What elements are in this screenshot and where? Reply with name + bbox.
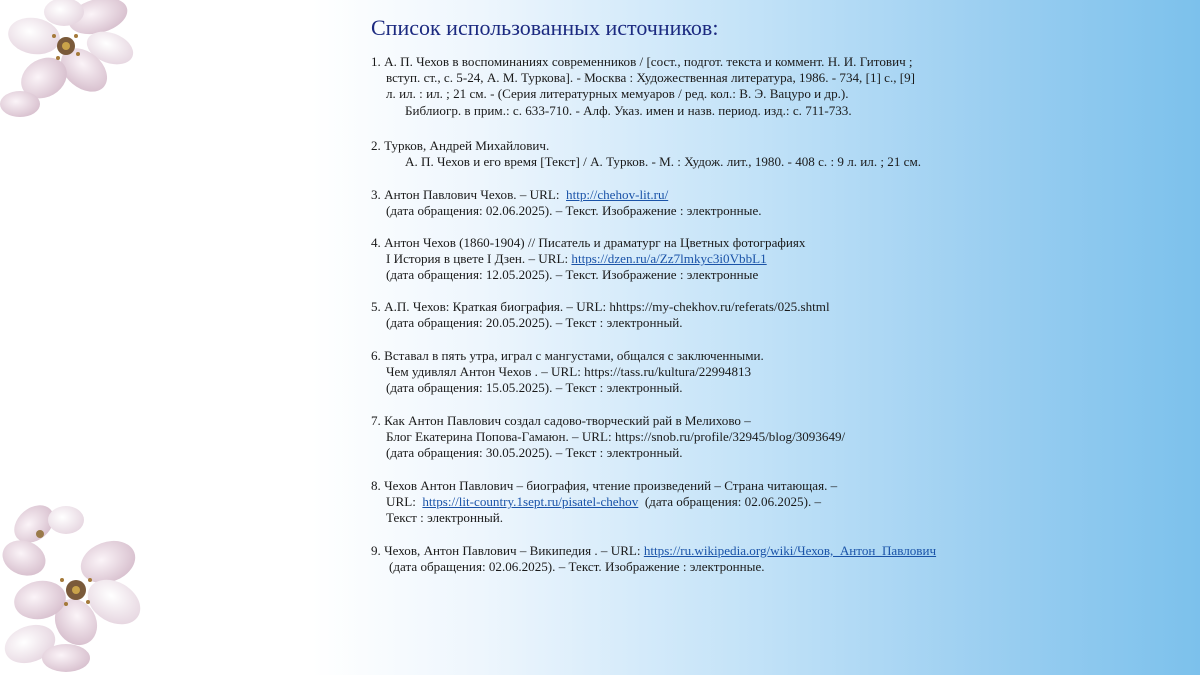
source-item-4 [371, 235, 805, 284]
source-line: Чем удивлял Антон Чехов . – URL: https://tass.ru/kultura/22994813 [386, 364, 752, 380]
source-item-2 [371, 138, 921, 170]
source-number: 9. [371, 543, 381, 558]
source-line: Текст : электронный. [386, 510, 504, 526]
source-line [371, 138, 921, 154]
source-line [371, 235, 805, 251]
source-line: (дата обращения: 30.05.2025). – Текст : электронный. [386, 445, 683, 461]
source-line [371, 251, 805, 267]
source-item-7 [371, 413, 845, 462]
source-number: 7. [371, 413, 381, 428]
source-number: 2. [371, 138, 381, 153]
source-item-9 [371, 543, 936, 575]
source-text: (дата обращения: 02.06.2025). – [644, 494, 822, 510]
source-line: Блог Екатерина Попова-Гамаюн. – URL: https://snob.ru/profile/32945/blog/3093649/ [386, 429, 846, 445]
source-item-5 [371, 299, 830, 331]
source-text: А.П. Чехов: Краткая биография. – URL: hhttps://my-chekhov.ru/referats/025.shtml [384, 299, 830, 314]
source-line [371, 543, 936, 559]
source-number: 5. [371, 299, 381, 314]
source-link[interactable]: http://chehov-lit.ru/ [566, 187, 669, 202]
cherry-blossom-image-bottom [0, 490, 158, 675]
source-text: Турков, Андрей Михайлович. [384, 138, 550, 153]
source-link[interactable]: https://ru.wikipedia.org/wiki/Чехов,_Антон_Павлович [643, 543, 937, 558]
source-text: Антон Павлович Чехов. – URL: [384, 187, 560, 202]
source-number: 8. [371, 478, 381, 493]
source-line: (дата обращения: 15.05.2025). – Текст : электронный. [386, 380, 683, 396]
source-text: Чехов, Антон Павлович – Википедия . – URL: [384, 543, 641, 558]
source-line [371, 478, 837, 494]
source-line: л. ил. : ил. ; 21 см. - (Серия литературных мемуаров / ред. кол.: В. Э. Вацуро и др.). [386, 86, 849, 102]
source-text: А. П. Чехов в воспоминаниях современников / [сост., подгот. текста и коммент. Н. И. Гитович ; [384, 54, 913, 69]
source-link[interactable]: https://dzen.ru/a/Zz7lmkyc3i0VbbL1 [571, 251, 767, 267]
source-number: 4. [371, 235, 381, 250]
source-text: Как Антон Павлович создал садово-творческий рай в Мелихово – [384, 413, 751, 428]
source-line: вступ. ст., с. 5-24, А. М. Туркова]. - Москва : Художественная литература, 1986. - 734, [1] с., [9] [386, 70, 916, 86]
source-item-3 [371, 187, 762, 219]
source-line: (дата обращения: 12.05.2025). – Текст. Изображение : электронные [386, 267, 759, 283]
source-line: (дата обращения: 20.05.2025). – Текст : электронный. [386, 315, 683, 331]
source-text: Антон Чехов (1860-1904) // Писатель и драматург на Цветных фотографиях [384, 235, 806, 250]
source-number: 3. [371, 187, 381, 202]
source-line: (дата обращения: 02.06.2025). – Текст. Изображение : электронные. [389, 559, 765, 575]
cherry-blossom-image-top [0, 0, 142, 120]
source-line: (дата обращения: 02.06.2025). – Текст. Изображение : электронные. [386, 203, 762, 219]
source-text: Чехов Антон Павлович – биография, чтение произведений – Страна читающая. – [384, 478, 838, 493]
source-line [371, 54, 915, 70]
source-line [371, 299, 830, 315]
source-line: Библиогр. в прим.: с. 633-710. - Алф. Указ. имен и назв. период. изд.: с. 711-733. [405, 102, 852, 118]
source-line [371, 494, 837, 510]
source-line [371, 348, 764, 364]
source-line: А. П. Чехов и его время [Текст] / А. Турков. - М. : Худож. лит., 1980. - 408 с. : 9 л. ил. ; 21 см. [405, 154, 922, 170]
source-item-6 [371, 348, 764, 397]
source-link[interactable]: https://lit-country.1sept.ru/pisatel-chehov [422, 494, 639, 510]
source-number: 6. [371, 348, 381, 363]
source-item-1 [371, 54, 915, 119]
source-text: Вставал в пять утра, играл с мангустами, общался с заключенными. [384, 348, 764, 363]
page-title: Список использованных источников: [371, 15, 719, 40]
source-number: 1. [371, 54, 381, 69]
source-line [371, 413, 845, 429]
source-text: I История в цвете I Дзен. – URL: [386, 251, 569, 267]
source-item-8 [371, 478, 837, 527]
source-line [371, 187, 762, 203]
source-text: URL: [386, 494, 416, 510]
